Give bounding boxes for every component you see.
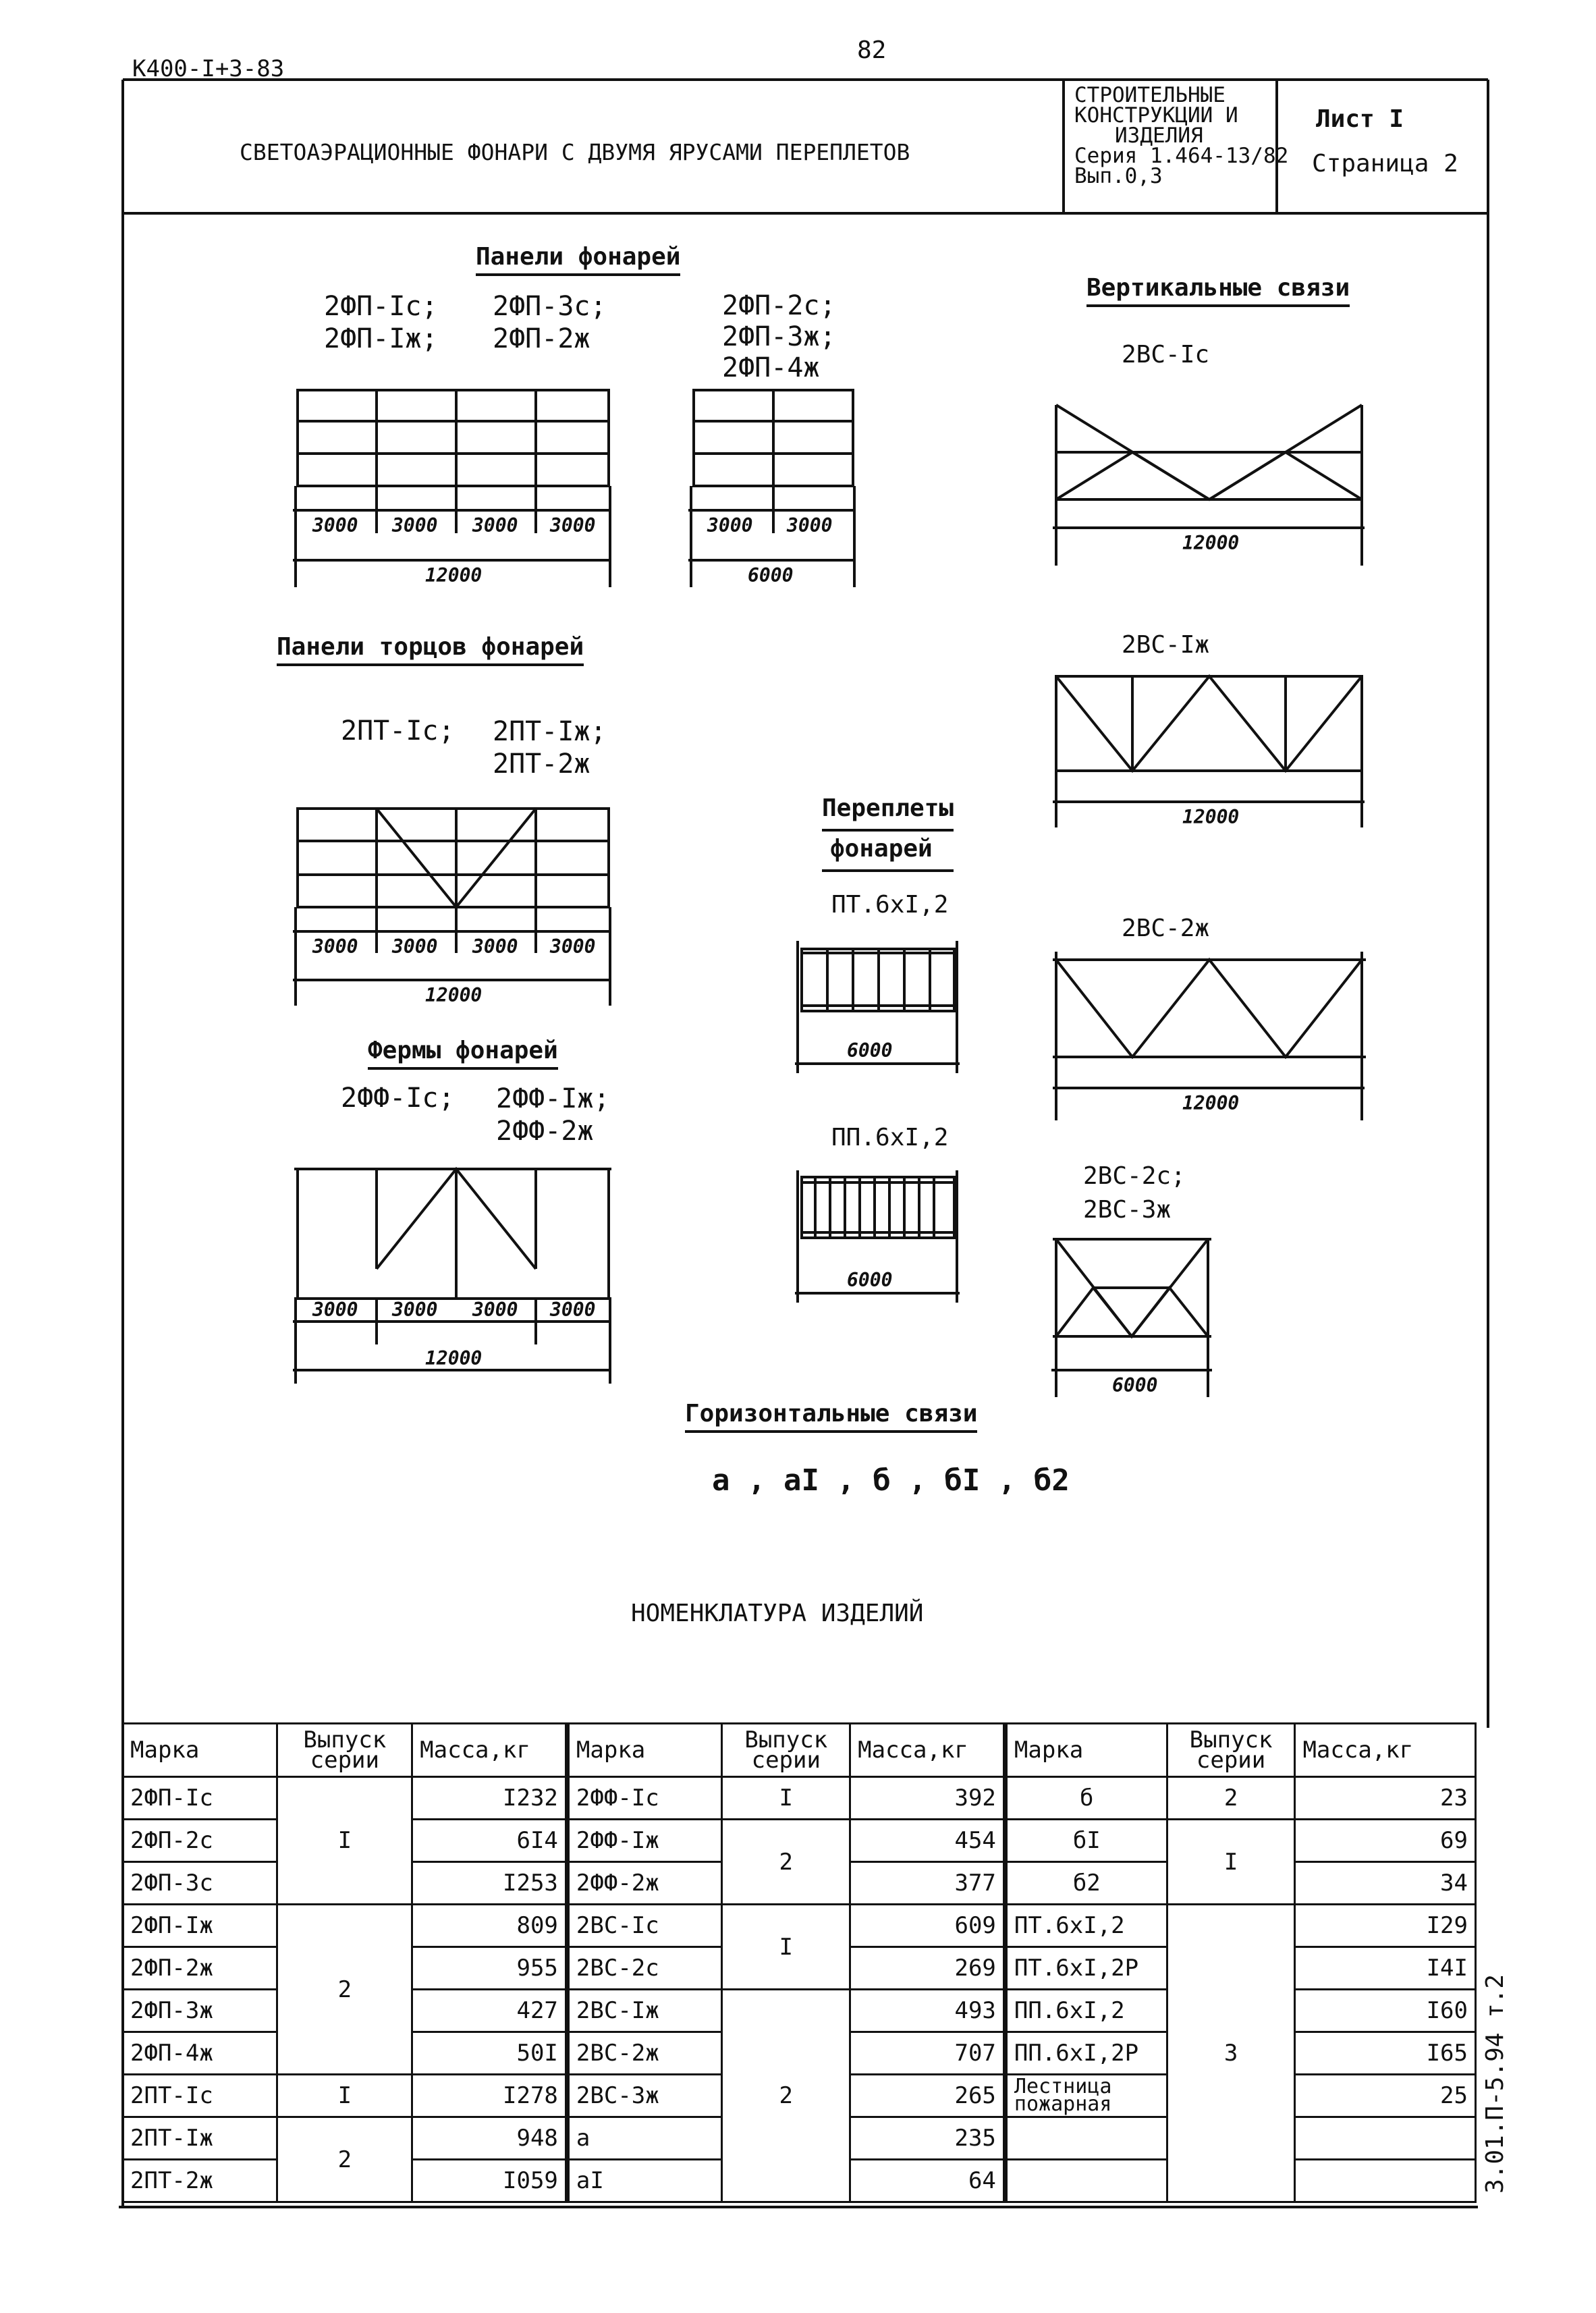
cell-mass: 25 (1295, 2075, 1476, 2117)
cell-mass: 707 (850, 2032, 1006, 2075)
cell-mass: I059 (412, 2160, 568, 2202)
mark: 2ФФ-2ж (496, 1116, 594, 1147)
table-header-row (123, 1724, 1476, 1777)
page-number: 82 (857, 36, 887, 64)
cell-mass (1295, 2160, 1476, 2202)
cell-mass: 427 (412, 1990, 568, 2032)
cell-issue: I (277, 1777, 412, 1905)
dim-total: 6000 (847, 1269, 893, 1291)
panels-heading: Панели фонарей (476, 243, 680, 276)
table-row (123, 1777, 1476, 1820)
cell-mark: ПП.6хI,2Р (1005, 2032, 1167, 2075)
document-code: К400-I+3-83 (132, 55, 285, 82)
cell-mass: I4I (1295, 1947, 1476, 1990)
dim-label: 3000 (472, 935, 518, 958)
series-line: СТРОИТЕЛЬНЫЕ (1074, 83, 1226, 107)
dim-total: 12000 (425, 984, 483, 1006)
dim-label: 3000 (472, 1299, 518, 1321)
cell-issue: 2 (277, 1905, 412, 2075)
cell-mark: аI (567, 2160, 722, 2202)
cell-mass: 955 (412, 1947, 568, 1990)
cell-mass: I60 (1295, 1990, 1476, 2032)
cell-mark (1005, 2160, 1167, 2202)
cell-mark: 2ФП-3ж (123, 1990, 277, 2032)
mark: 2ФП-3с; (493, 291, 607, 322)
cell-mark: Лестница пожарная (1005, 2075, 1167, 2117)
cell-mass: 454 (850, 1820, 1006, 1862)
cell-mark: 2ФФ-Iж (567, 1820, 722, 1862)
dim-label: 3000 (312, 1299, 358, 1321)
cell-mass: I232 (412, 1777, 568, 1820)
sheet-label: Лист I (1316, 105, 1404, 133)
cell-mark: 2ФП-Iж (123, 1905, 277, 1947)
cell-issue: 2 (277, 2117, 412, 2202)
cell-mass: 269 (850, 1947, 1006, 1990)
dim-total: 12000 (1182, 806, 1240, 828)
cell-mark (1005, 2117, 1167, 2160)
dim-total: 6000 (1112, 1374, 1158, 1396)
cell-mark: 2ФП-3с (123, 1862, 277, 1905)
cell-mass: 50I (412, 2032, 568, 2075)
mark: 2ПТ-Iж; (493, 716, 607, 747)
cell-mark: 2ФП-2с (123, 1820, 277, 1862)
cell-mark: бI (1005, 1820, 1167, 1862)
vb-mark-4: 2ВС-2с; 2ВС-3ж (1083, 1162, 1186, 1224)
series-line: КОНСТРУКЦИИ И (1074, 103, 1238, 128)
dim-total: 12000 (1182, 532, 1240, 554)
mark: 2ФП-3ж; (722, 321, 836, 352)
vb-mark-2: 2ВС-Iж (1122, 631, 1210, 659)
horizontal-bracing-marks: а , аI , б , бI , б2 (712, 1463, 1070, 1498)
cell-issue: 2 (722, 1990, 850, 2202)
cell-mark: 2ФФ-2ж (567, 1862, 722, 1905)
cell-issue: I (277, 2075, 412, 2117)
end-panels-heading: Панели торцов фонарей (277, 633, 584, 666)
mark: 2ПТ-2ж (493, 749, 590, 780)
cell-mass: I65 (1295, 2032, 1476, 2075)
col-header-issue: Выпуск серии (1167, 1724, 1295, 1777)
cell-mark: 2ПТ-2ж (123, 2160, 277, 2202)
dim-total: 12000 (1182, 1092, 1240, 1114)
cell-mark: а (567, 2117, 722, 2160)
mark: 2ФП-2с; (722, 290, 836, 321)
cell-mark: 2ФП-2ж (123, 1947, 277, 1990)
panel-12000-drawing (293, 390, 610, 587)
col-header-mass: Масса,кг (850, 1724, 1006, 1777)
cell-mass: 6I4 (412, 1820, 568, 1862)
cell-mass: 23 (1295, 1777, 1476, 1820)
end-panels-marks-a: 2ПТ-Iс; (341, 715, 455, 746)
cell-mass: 392 (850, 1777, 1006, 1820)
mark: 2ФП-2ж (493, 323, 590, 354)
cell-mass: 377 (850, 1862, 1006, 1905)
sash-mark-pp: ПП.6хI,2 (831, 1124, 949, 1151)
dim-label: 3000 (312, 935, 358, 958)
heading-line: фонарей (822, 832, 954, 872)
cell-mark: 2ВС-2с (567, 1947, 722, 1990)
cell-issue: 3 (1167, 1905, 1295, 2202)
col-header-mark: Марка (1005, 1724, 1167, 1777)
horizontal-bracing-heading: Горизонтальные связи (685, 1400, 977, 1433)
cell-mass: 948 (412, 2117, 568, 2160)
dim-label: 3000 (392, 935, 438, 958)
cell-mass: 235 (850, 2117, 1006, 2160)
trusses-heading: Фермы фонарей (368, 1037, 558, 1070)
cell-mass (1295, 2117, 1476, 2160)
series-line: Вып.0,3 (1074, 164, 1163, 188)
cell-mark: ПТ.6хI,2 (1005, 1905, 1167, 1947)
side-stamp: 3.01.П-5.94 т.2 (1481, 1974, 1509, 2194)
dim-label: 3000 (312, 514, 358, 537)
page-label: Страница 2 (1312, 150, 1458, 178)
mark: 2ФФ-Iж; (496, 1083, 610, 1114)
dim-total: 12000 (425, 564, 483, 587)
col-header-issue: Выпуск серии (722, 1724, 850, 1777)
vb-mark-3: 2ВС-2ж (1122, 915, 1210, 942)
cell-mass: 809 (412, 1905, 568, 1947)
vertical-bracing-heading: Вертикальные связи (1086, 274, 1350, 307)
cell-mark: 2ПТ-Iс (123, 2075, 277, 2117)
cell-mark: б (1005, 1777, 1167, 1820)
cell-mark: 2ФФ-Iс (567, 1777, 722, 1820)
dim-label: 3000 (707, 514, 753, 537)
dim-label: 3000 (550, 1299, 596, 1321)
nomenclature-title: НОМЕНКЛАТУРА ИЗДЕЛИЙ (631, 1600, 924, 1627)
cell-mass: 493 (850, 1990, 1006, 2032)
vb-mark-1: 2ВС-Iс (1122, 341, 1210, 369)
cell-mass: 34 (1295, 1862, 1476, 1905)
drawing-title: СВЕТОАЭРАЦИОННЫЕ ФОНАРИ С ДВУМЯ ЯРУСАМИ ПЕРЕПЛЕТОВ (240, 139, 910, 165)
mark: 2ФП-4ж (722, 352, 820, 383)
dim-label: 3000 (392, 1299, 438, 1321)
dim-label: 3000 (550, 514, 596, 537)
cell-issue: I (722, 1905, 850, 1990)
table-row (123, 1905, 1476, 1947)
cell-issue: I (722, 1777, 850, 1820)
cell-mass: I29 (1295, 1905, 1476, 1947)
cell-mark: б2 (1005, 1862, 1167, 1905)
mark: 2ФП-Iс; (324, 291, 438, 322)
dim-label: 3000 (550, 935, 596, 958)
cell-mark: ПП.6хI,2 (1005, 1990, 1167, 2032)
cell-issue: I (1167, 1820, 1295, 1905)
cell-mark: 2ВС-Iж (567, 1990, 722, 2032)
end-panel-drawing (293, 809, 610, 1006)
cell-mark: 2ВС-2ж (567, 2032, 722, 2075)
col-header-mark: Марка (567, 1724, 722, 1777)
cell-mark: ПТ.6хI,2Р (1005, 1947, 1167, 1990)
cell-mass: 69 (1295, 1820, 1476, 1862)
cell-issue: 2 (722, 1820, 850, 1905)
cell-mass: I253 (412, 1862, 568, 1905)
dim-label: 3000 (392, 514, 438, 537)
dim-total: 12000 (425, 1347, 483, 1369)
col-header-mass: Масса,кг (412, 1724, 568, 1777)
cell-issue: 2 (1167, 1777, 1295, 1820)
nomenclature-table (121, 1722, 1477, 2203)
col-header-mark: Марка (123, 1724, 277, 1777)
panel-6000-drawing (688, 390, 856, 587)
col-header-issue: Выпуск серии (277, 1724, 412, 1777)
trusses-marks-a: 2ФФ-Iс; (341, 1083, 455, 1114)
vb-2-drawing (1053, 676, 1365, 827)
series-line: ИЗДЕЛИЯ (1115, 124, 1203, 148)
series-line: Серия 1.464-13/82 (1074, 144, 1289, 168)
dim-total: 6000 (748, 564, 794, 587)
mark: 2ФП-Iж; (324, 323, 438, 354)
cell-mark: 2ФП-Iс (123, 1777, 277, 1820)
cell-mark: 2ВС-3ж (567, 2075, 722, 2117)
sash-mark-pt: ПТ.6хI,2 (831, 891, 949, 919)
cell-mass: I278 (412, 2075, 568, 2117)
cell-mass: 265 (850, 2075, 1006, 2117)
dim-label: 3000 (787, 514, 833, 537)
cell-mass: 609 (850, 1905, 1006, 1947)
col-header-mass: Масса,кг (1295, 1724, 1476, 1777)
dim-label: 3000 (472, 514, 518, 537)
cell-mass: 64 (850, 2160, 1006, 2202)
heading-line: Переплеты (822, 791, 954, 832)
dim-total: 6000 (847, 1039, 893, 1062)
cell-mark: 2ПТ-Iж (123, 2117, 277, 2160)
cell-mark: 2ФП-4ж (123, 2032, 277, 2075)
vb-4-drawing (1051, 1239, 1212, 1397)
cell-mark: 2ВС-Iс (567, 1905, 722, 1947)
